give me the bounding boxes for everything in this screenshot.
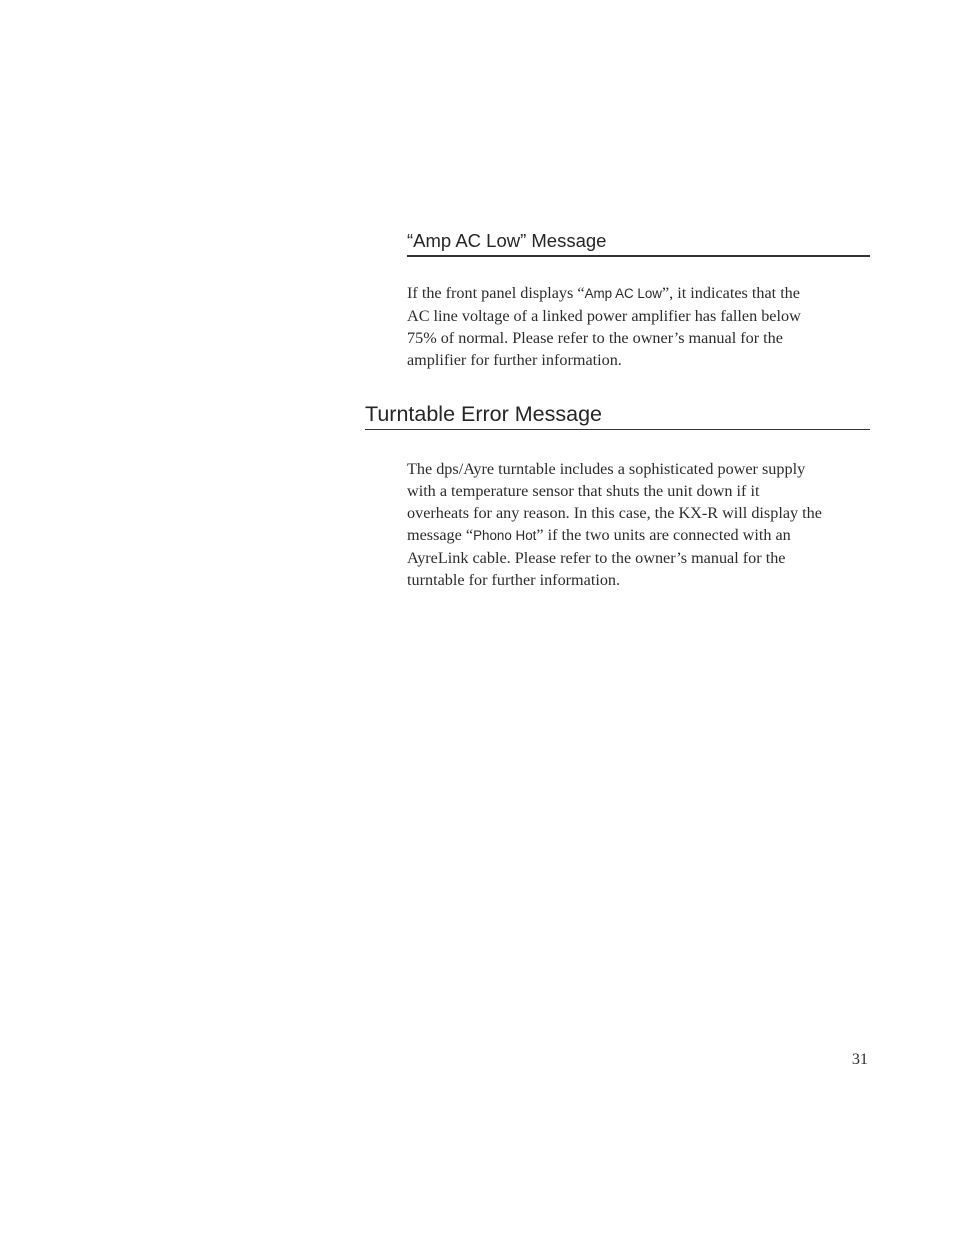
turntable-error-paragraph [407, 458, 822, 591]
paragraph-line [407, 282, 801, 305]
text-fragment: ” if the two units are connected with an [536, 526, 791, 544]
text-fragment: If the front panel displays “ [407, 284, 585, 302]
turntable-error-heading-rule [365, 429, 870, 430]
text-fragment: ”, it indicates that the [661, 284, 800, 302]
page-number: 31 [851, 1050, 868, 1068]
paragraph-line: The dps/Ayre turntable includes a sophisticated power supply [407, 460, 806, 478]
paragraph-line: with a temperature sensor that shuts the unit down if it [407, 482, 760, 500]
paragraph-line: 75% of normal. Please refer to the owner’s manual for the [407, 329, 783, 347]
front-panel-message: Amp AC Low [584, 286, 662, 301]
amp-ac-low-heading: “Amp AC Low” Message [407, 230, 607, 251]
turntable-error-heading: Turntable Error Message [365, 402, 602, 426]
front-panel-message: Phono Hot [473, 528, 537, 543]
paragraph-line: AyreLink cable. Please refer to the owner’s manual for the [407, 549, 786, 567]
text-fragment: message “ [407, 526, 474, 544]
paragraph-line: overheats for any reason. In this case, the KX-R will display the [407, 504, 822, 522]
amp-ac-low-paragraph [407, 282, 801, 371]
paragraph-line: amplifier for further information. [407, 351, 622, 369]
amp-ac-low-heading-rule [407, 255, 870, 257]
paragraph-line [407, 524, 822, 547]
paragraph-line: AC line voltage of a linked power amplifier has fallen below [407, 307, 801, 325]
paragraph-line: turntable for further information. [407, 571, 621, 589]
